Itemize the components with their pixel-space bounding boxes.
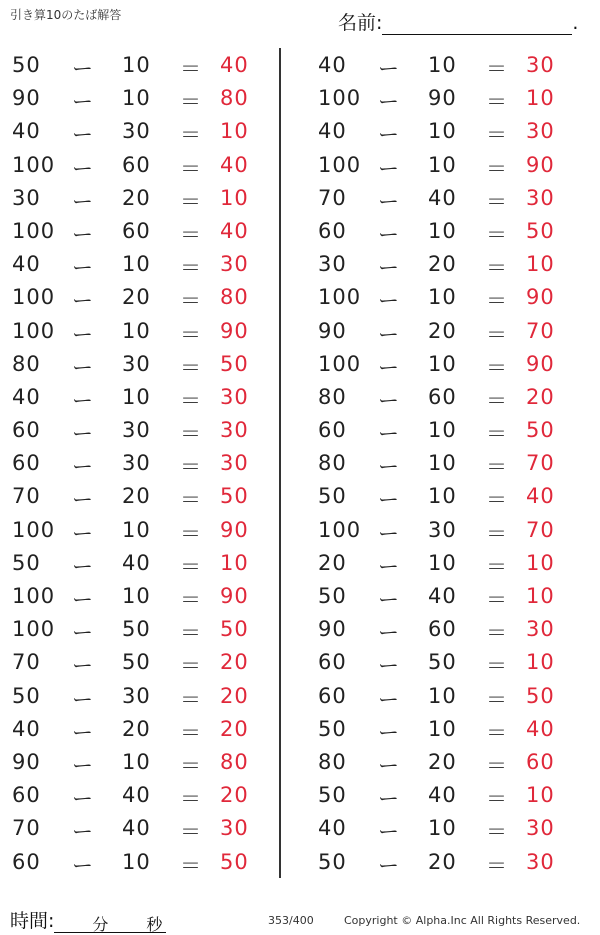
minuend: 100 — [12, 152, 56, 177]
answer: 10 — [526, 86, 555, 111]
subtrahend: 40 — [122, 783, 151, 808]
equals-sign: ＝ — [180, 355, 202, 380]
equals-sign: ＝ — [486, 720, 508, 745]
page-number: 353/400 — [268, 914, 314, 927]
subtrahend: 10 — [428, 53, 457, 77]
answer: 50 — [220, 351, 249, 376]
subtrahend: 30 — [122, 418, 151, 443]
equals-sign: ＝ — [486, 57, 508, 81]
subtrahend: 50 — [122, 617, 151, 642]
minuend: 80 — [318, 384, 347, 409]
minuend: 70 — [12, 484, 41, 509]
answer: 90 — [526, 285, 555, 310]
answer: 30 — [526, 119, 555, 144]
answer: 90 — [526, 152, 555, 177]
equals-sign: ＝ — [180, 289, 202, 314]
answer: 40 — [220, 53, 249, 77]
equals-sign: ＝ — [180, 720, 202, 745]
minuend: 40 — [12, 119, 41, 144]
minus-sign: ー — [72, 853, 94, 878]
minus-sign: ー — [72, 787, 94, 812]
equals-sign: ＝ — [486, 123, 508, 148]
minus-sign: ー — [378, 256, 400, 281]
minus-sign: ー — [378, 322, 400, 347]
equals-sign: ＝ — [486, 388, 508, 413]
minuend: 80 — [318, 749, 347, 774]
equals-sign: ＝ — [180, 853, 202, 878]
minus-sign: ー — [72, 90, 94, 115]
minuend: 30 — [318, 252, 347, 277]
minuend: 50 — [12, 550, 41, 575]
minus-sign: ー — [72, 222, 94, 247]
minuend: 50 — [318, 849, 347, 874]
subtrahend: 20 — [428, 849, 457, 874]
subtrahend: 30 — [428, 517, 457, 542]
minuend: 60 — [12, 418, 41, 443]
minus-sign: ー — [378, 156, 400, 181]
subtrahend: 10 — [428, 119, 457, 144]
minuend: 60 — [12, 451, 41, 476]
answer: 90 — [526, 351, 555, 376]
answer: 80 — [220, 86, 249, 111]
minuend: 60 — [318, 418, 347, 443]
answer: 50 — [220, 617, 249, 642]
equals-sign: ＝ — [486, 820, 508, 845]
equals-sign: ＝ — [486, 90, 508, 115]
answer: 10 — [526, 252, 555, 277]
minus-sign: ー — [72, 123, 94, 148]
subtrahend: 10 — [122, 849, 151, 874]
name-label: 名前: — [338, 12, 383, 34]
minuend: 90 — [12, 86, 41, 111]
equals-sign: ＝ — [486, 753, 508, 778]
minus-sign: ー — [378, 57, 400, 81]
equals-sign: ＝ — [180, 422, 202, 447]
subtrahend: 10 — [428, 683, 457, 708]
equals-sign: ＝ — [180, 388, 202, 413]
equals-sign: ＝ — [180, 189, 202, 214]
answer: 20 — [220, 783, 249, 808]
subtrahend: 20 — [122, 484, 151, 509]
answer: 50 — [220, 484, 249, 509]
answer: 70 — [526, 517, 555, 542]
minus-sign: ー — [378, 455, 400, 480]
equals-sign: ＝ — [486, 322, 508, 347]
answer: 30 — [220, 252, 249, 277]
answer: 50 — [526, 418, 555, 443]
answer: 30 — [220, 816, 249, 841]
subtrahend: 10 — [122, 318, 151, 343]
equals-sign: ＝ — [486, 853, 508, 878]
minus-sign: ー — [72, 521, 94, 546]
subtrahend: 20 — [428, 252, 457, 277]
minus-sign: ー — [378, 388, 400, 413]
minus-sign: ー — [378, 123, 400, 148]
equals-sign: ＝ — [180, 521, 202, 546]
equals-sign: ＝ — [486, 787, 508, 812]
minuend: 90 — [318, 617, 347, 642]
subtrahend: 10 — [428, 351, 457, 376]
subtrahend: 10 — [122, 252, 151, 277]
minuend: 50 — [12, 53, 41, 77]
answer: 40 — [526, 716, 555, 741]
minuend: 90 — [318, 318, 347, 343]
subtrahend: 10 — [428, 218, 457, 243]
time-label: 時間: — [10, 910, 55, 932]
equals-sign: ＝ — [180, 687, 202, 712]
subtrahend: 20 — [122, 716, 151, 741]
equals-sign: ＝ — [180, 654, 202, 679]
minuend: 40 — [318, 53, 347, 77]
minuend: 50 — [318, 584, 347, 608]
minuend: 100 — [12, 285, 56, 310]
subtrahend: 10 — [122, 584, 151, 608]
subtrahend: 10 — [428, 451, 457, 476]
equals-sign: ＝ — [486, 256, 508, 281]
answer: 90 — [220, 584, 249, 608]
name-field — [338, 8, 578, 35]
subtrahend: 10 — [122, 749, 151, 774]
minuend: 60 — [318, 683, 347, 708]
equals-sign: ＝ — [486, 554, 508, 579]
seconds-unit: 秒 — [146, 915, 163, 934]
minus-sign: ー — [72, 156, 94, 181]
minutes-unit: 分 — [92, 915, 109, 934]
equals-sign: ＝ — [180, 455, 202, 480]
answer: 80 — [220, 285, 249, 310]
subtrahend: 30 — [122, 683, 151, 708]
minuend: 100 — [318, 152, 362, 177]
minuend: 80 — [318, 451, 347, 476]
equals-sign: ＝ — [486, 654, 508, 679]
minus-sign: ー — [378, 753, 400, 778]
answer: 10 — [526, 584, 555, 608]
answer: 40 — [220, 152, 249, 177]
equals-sign: ＝ — [486, 222, 508, 247]
time-underline — [54, 912, 166, 933]
minus-sign: ー — [378, 189, 400, 214]
equals-sign: ＝ — [180, 554, 202, 579]
equals-sign: ＝ — [486, 488, 508, 513]
answer: 90 — [220, 318, 249, 343]
minus-sign: ー — [378, 687, 400, 712]
subtrahend: 20 — [122, 285, 151, 310]
equals-sign: ＝ — [180, 621, 202, 646]
minus-sign: ー — [72, 455, 94, 480]
minuend: 60 — [318, 650, 347, 675]
minus-sign: ー — [72, 322, 94, 347]
minuend: 60 — [12, 783, 41, 808]
minus-sign: ー — [72, 422, 94, 447]
answer: 10 — [220, 550, 249, 575]
minus-sign: ー — [72, 289, 94, 314]
subtrahend: 40 — [428, 185, 457, 210]
minuend: 100 — [318, 517, 362, 542]
subtrahend: 40 — [428, 584, 457, 608]
subtrahend: 40 — [122, 816, 151, 841]
name-underline — [382, 16, 572, 35]
minuend: 90 — [12, 749, 41, 774]
minus-sign: ー — [72, 57, 94, 81]
minuend: 100 — [12, 218, 56, 243]
equals-sign: ＝ — [486, 588, 508, 612]
answer: 30 — [220, 418, 249, 443]
answer: 10 — [220, 185, 249, 210]
answer: 60 — [526, 749, 555, 774]
minuend: 50 — [318, 783, 347, 808]
worksheet-title: 引き算10のたば解答 — [10, 8, 122, 22]
answer: 20 — [526, 384, 555, 409]
equals-sign: ＝ — [486, 687, 508, 712]
name-end-dot: . — [572, 12, 579, 34]
equals-sign: ＝ — [486, 289, 508, 314]
subtrahend: 60 — [122, 218, 151, 243]
subtrahend: 40 — [122, 550, 151, 575]
subtrahend: 10 — [122, 384, 151, 409]
minuend: 100 — [12, 617, 56, 642]
answer: 50 — [220, 849, 249, 874]
minuend: 100 — [318, 285, 362, 310]
minus-sign: ー — [378, 355, 400, 380]
equals-sign: ＝ — [180, 787, 202, 812]
minus-sign: ー — [378, 422, 400, 447]
answer: 30 — [220, 384, 249, 409]
equals-sign: ＝ — [486, 455, 508, 480]
equals-sign: ＝ — [180, 820, 202, 845]
subtrahend: 20 — [428, 318, 457, 343]
time-field — [10, 906, 166, 933]
minuend: 100 — [12, 517, 56, 542]
equals-sign: ＝ — [180, 90, 202, 115]
minus-sign: ー — [72, 256, 94, 281]
answer: 30 — [526, 185, 555, 210]
equals-sign: ＝ — [180, 753, 202, 778]
answer: 30 — [220, 451, 249, 476]
column-divider — [279, 48, 281, 878]
minus-sign: ー — [378, 654, 400, 679]
answer: 50 — [526, 683, 555, 708]
equals-sign: ＝ — [180, 57, 202, 81]
equals-sign: ＝ — [180, 488, 202, 513]
subtrahend: 30 — [122, 119, 151, 144]
minus-sign: ー — [378, 222, 400, 247]
minus-sign: ー — [72, 654, 94, 679]
subtrahend: 10 — [428, 152, 457, 177]
minus-sign: ー — [378, 289, 400, 314]
minus-sign: ー — [378, 488, 400, 513]
subtrahend: 10 — [428, 716, 457, 741]
minuend: 40 — [318, 119, 347, 144]
equals-sign: ＝ — [486, 156, 508, 181]
minuend: 40 — [12, 716, 41, 741]
answer: 10 — [526, 550, 555, 575]
minuend: 50 — [318, 716, 347, 741]
subtrahend: 90 — [428, 86, 457, 111]
subtrahend: 10 — [428, 550, 457, 575]
minuend: 100 — [12, 318, 56, 343]
minuend: 100 — [12, 584, 56, 608]
minus-sign: ー — [378, 853, 400, 878]
answer: 20 — [220, 650, 249, 675]
equals-sign: ＝ — [486, 189, 508, 214]
equals-sign: ＝ — [180, 256, 202, 281]
subtrahend: 20 — [428, 749, 457, 774]
minuend: 70 — [12, 816, 41, 841]
equals-sign: ＝ — [180, 123, 202, 148]
minus-sign: ー — [378, 621, 400, 646]
minus-sign: ー — [72, 820, 94, 845]
answer: 40 — [526, 484, 555, 509]
answer: 30 — [526, 849, 555, 874]
subtrahend: 30 — [122, 451, 151, 476]
minus-sign: ー — [72, 753, 94, 778]
equals-sign: ＝ — [180, 222, 202, 247]
subtrahend: 10 — [428, 484, 457, 509]
minuend: 40 — [318, 816, 347, 841]
answer: 80 — [220, 749, 249, 774]
answer: 50 — [526, 218, 555, 243]
minuend: 100 — [318, 86, 362, 111]
answer: 30 — [526, 53, 555, 77]
minus-sign: ー — [72, 189, 94, 214]
minuend: 40 — [12, 252, 41, 277]
minus-sign: ー — [72, 588, 94, 612]
minuend: 30 — [12, 185, 41, 210]
equals-sign: ＝ — [486, 355, 508, 380]
minus-sign: ー — [72, 355, 94, 380]
minuend: 100 — [318, 351, 362, 376]
answer: 30 — [526, 816, 555, 841]
answer: 90 — [220, 517, 249, 542]
answer: 20 — [220, 683, 249, 708]
minus-sign: ー — [378, 521, 400, 546]
equals-sign: ＝ — [180, 156, 202, 181]
subtrahend: 60 — [428, 384, 457, 409]
minuend: 60 — [12, 849, 41, 874]
minuend: 40 — [12, 384, 41, 409]
equals-sign: ＝ — [486, 621, 508, 646]
minuend: 50 — [318, 484, 347, 509]
subtrahend: 50 — [122, 650, 151, 675]
answer: 20 — [220, 716, 249, 741]
minus-sign: ー — [72, 388, 94, 413]
answer: 70 — [526, 318, 555, 343]
minus-sign: ー — [378, 720, 400, 745]
copyright-notice: Copyright © Alpha.Inc All Rights Reserved. — [344, 914, 581, 927]
subtrahend: 60 — [122, 152, 151, 177]
minus-sign: ー — [378, 554, 400, 579]
minus-sign: ー — [72, 621, 94, 646]
equals-sign: ＝ — [486, 422, 508, 447]
minuend: 70 — [318, 185, 347, 210]
subtrahend: 10 — [122, 86, 151, 111]
equals-sign: ＝ — [486, 521, 508, 546]
answer: 10 — [220, 119, 249, 144]
subtrahend: 10 — [122, 517, 151, 542]
minuend: 80 — [12, 351, 41, 376]
answer: 10 — [526, 783, 555, 808]
minus-sign: ー — [72, 488, 94, 513]
answer: 30 — [526, 617, 555, 642]
minuend: 20 — [318, 550, 347, 575]
minuend: 60 — [318, 218, 347, 243]
subtrahend: 20 — [122, 185, 151, 210]
subtrahend: 10 — [428, 816, 457, 841]
answer: 40 — [220, 218, 249, 243]
minus-sign: ー — [378, 787, 400, 812]
subtrahend: 10 — [122, 53, 151, 77]
subtrahend: 10 — [428, 285, 457, 310]
minus-sign: ー — [378, 588, 400, 612]
answer: 10 — [526, 650, 555, 675]
equals-sign: ＝ — [180, 588, 202, 612]
subtrahend: 30 — [122, 351, 151, 376]
minus-sign: ー — [378, 90, 400, 115]
answer: 70 — [526, 451, 555, 476]
minuend: 70 — [12, 650, 41, 675]
subtrahend: 10 — [428, 418, 457, 443]
subtrahend: 40 — [428, 783, 457, 808]
subtrahend: 60 — [428, 617, 457, 642]
minus-sign: ー — [72, 687, 94, 712]
minus-sign: ー — [378, 820, 400, 845]
subtrahend: 50 — [428, 650, 457, 675]
minuend: 50 — [12, 683, 41, 708]
equals-sign: ＝ — [180, 322, 202, 347]
minus-sign: ー — [72, 720, 94, 745]
minus-sign: ー — [72, 554, 94, 579]
